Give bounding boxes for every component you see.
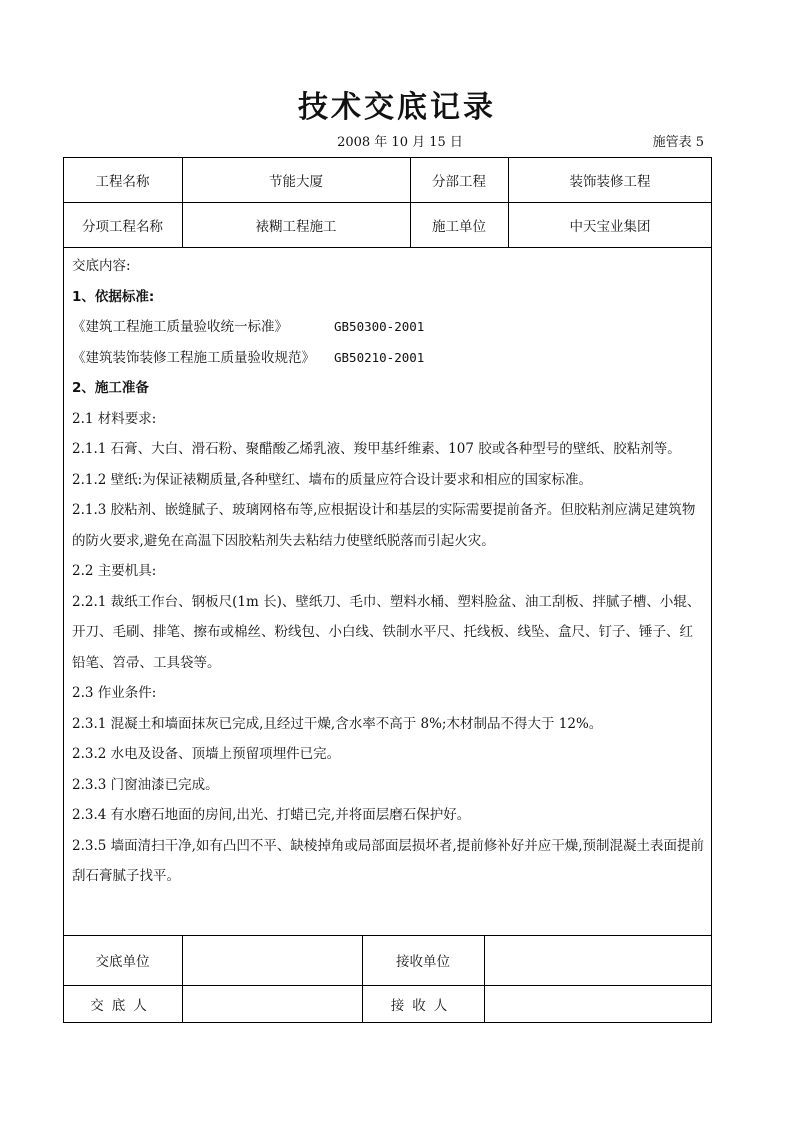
content-paragraph: 2.1 材料要求: [72, 410, 157, 427]
standard-item [72, 343, 706, 374]
form-number: 施管表 5 [652, 135, 704, 150]
content-paragraph: 2.1.3 胶粘剂、嵌缝腻子、玻璃网格布等,应根据设计和基层的实际需要提前备齐。但胶粘剂应满足建筑物的防火要求,避免在高温下因胶粘剂失去粘结力使壁纸脱落而引起火灾。 [72, 502, 696, 549]
receiver-value [484, 985, 712, 1023]
section-standards-heading: 1、依据标准: [72, 288, 155, 305]
content-paragraph: 2.3.1 混凝土和墙面抹灰已完成,且经过干燥,含水率不高于 8%;木材制品不得大于 12%。 [72, 715, 603, 732]
receiving-unit-label: 接收单位 [396, 954, 450, 970]
division-value: 装饰装修工程 [569, 173, 651, 190]
contractor-value: 中天宝业集团 [569, 218, 651, 235]
subproject-label: 分项工程名称 [82, 218, 163, 235]
issuer-label: 交底人 [90, 998, 155, 1014]
content-paragraph: 2.3.5 墙面清扫干净,如有凸凹不平、缺棱掉角或局部面层损坏者,提前修补好并应干燥,预制混凝土表面提前刮石膏腻子找平。 [72, 837, 705, 884]
document-title: 技术交底记录 [298, 90, 496, 125]
content-paragraph: 2.3.4 有水磨石地面的房间,出光、打蜡已完,并将面层磨石保护好。 [72, 807, 471, 823]
content-intro: 交底内容: [72, 258, 131, 274]
receiving-unit-value [484, 935, 712, 985]
content-paragraph: 2.1.2 壁纸:为保证裱糊质量,各种壁红、墙布的质量应符合设计要求和相应的国家标准。 [72, 471, 592, 488]
standard-item [72, 312, 706, 343]
section-preparation-heading: 2、施工准备 [72, 380, 149, 396]
issuing-unit-label: 交底单位 [95, 954, 150, 970]
document-date: 2008 年 10 月 15 日 [337, 135, 463, 150]
subproject-value: 裱糊工程施工 [255, 218, 337, 235]
project-name-label: 工程名称 [95, 173, 150, 190]
content-paragraph: 2.2 主要机具: [72, 563, 157, 579]
standard-title: 《建筑装饰装修工程施工质量验收规范》 [72, 349, 315, 366]
content-paragraph: 2.3.3 门窗油漆已完成。 [72, 776, 219, 793]
content-paragraph: 2.2.1 裁纸工作台、钢板尺(1m 长)、壁纸刀、毛巾、塑料水桶、塑料脸盆、油工刮板、拌腻子槽、小辊、开刀、毛刷、排笔、擦布或棉丝、粉线包、小白线、铁制水平尺、托线板、线坠、盒尺、钉子、锤子、红铅笔、笤帚、工具袋等。 [72, 593, 701, 671]
header-bottom-border [63, 247, 712, 248]
standard-code: GB50300-2001 [334, 319, 425, 334]
project-name-value: 节能大厦 [269, 173, 323, 190]
briefing-content [72, 251, 706, 892]
contractor-label: 施工单位 [432, 218, 486, 235]
content-paragraph: 2.3 作业条件: [72, 685, 157, 701]
standard-code: GB50210-2001 [334, 349, 425, 365]
content-paragraph: 2.1.1 石膏、大白、滑石粉、聚醋酸乙烯乳液、羧甲基纤维素、107 胶或各种型号的壁纸、胶粘剂等。 [72, 441, 681, 457]
division-label: 分部工程 [432, 173, 486, 190]
receiver-label: 接收人 [390, 998, 456, 1014]
issuing-unit-value [182, 935, 362, 985]
issuer-value [182, 985, 362, 1023]
content-paragraph: 2.3.2 水电及设备、顶墙上预留项埋件已完。 [72, 746, 341, 762]
standard-title: 《建筑工程施工质量验收统一标准》 [72, 319, 288, 335]
